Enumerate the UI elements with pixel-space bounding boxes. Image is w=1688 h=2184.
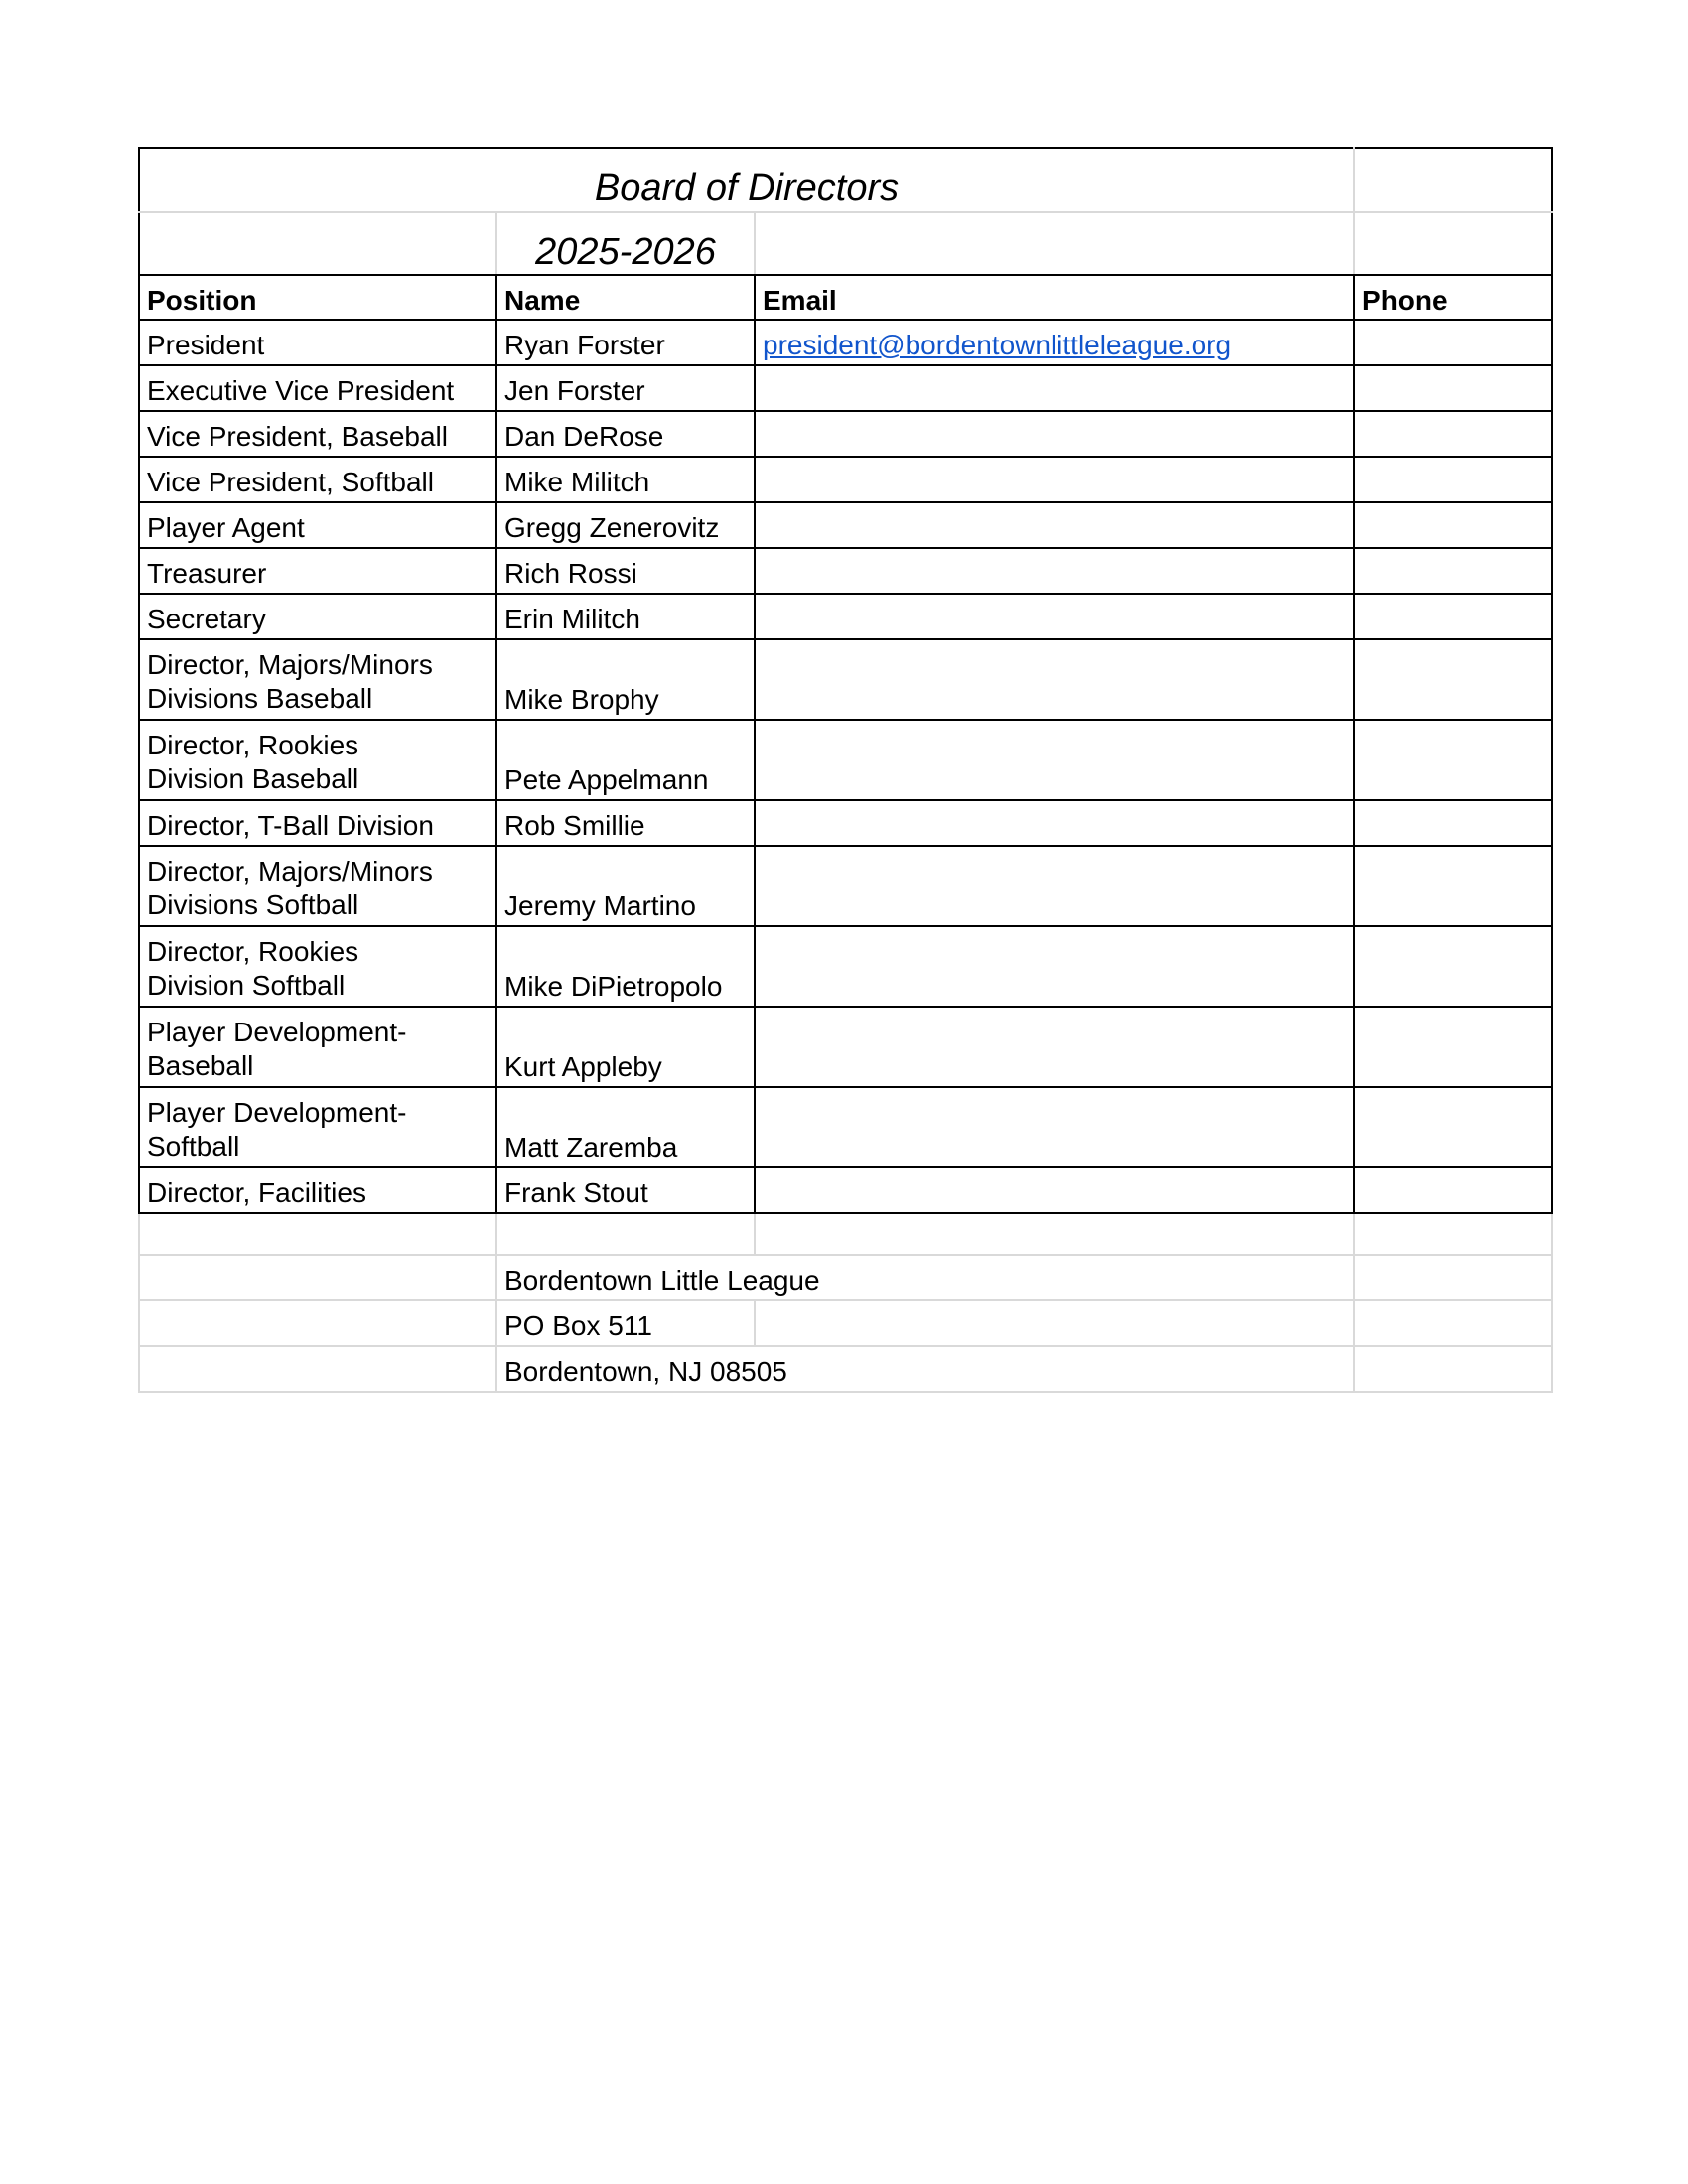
table-row — [139, 365, 1552, 411]
name-cell: Dan DeRose — [496, 411, 755, 457]
board-of-directors-sheet — [138, 147, 1551, 1393]
position-cell: Player Development- Softball — [139, 1087, 496, 1167]
email-cell — [755, 720, 1354, 800]
email-cell — [755, 502, 1354, 548]
table-row — [139, 800, 1552, 846]
name-cell: Mike Brophy — [496, 639, 755, 720]
position-cell: Vice President, Softball — [139, 457, 496, 502]
email-cell — [755, 1007, 1354, 1087]
empty-cell — [1354, 1300, 1552, 1346]
position-cell: Director, Rookies Division Softball — [139, 926, 496, 1007]
column-header-phone: Phone — [1354, 275, 1552, 320]
table-row — [139, 594, 1552, 639]
position-cell: Director, Majors/Minors Divisions Softball — [139, 846, 496, 926]
position-cell: Executive Vice President — [139, 365, 496, 411]
email-cell — [755, 320, 1354, 365]
position-cell: Director, T-Ball Division — [139, 800, 496, 846]
table-row — [139, 720, 1552, 800]
phone-cell — [1354, 1167, 1552, 1213]
phone-cell — [1354, 502, 1552, 548]
phone-cell — [1354, 457, 1552, 502]
name-cell: Matt Zaremba — [496, 1087, 755, 1167]
empty-cell — [496, 1213, 755, 1255]
address-row — [139, 1300, 1552, 1346]
title-row — [139, 148, 1552, 212]
table-row — [139, 926, 1552, 1007]
name-cell: Frank Stout — [496, 1167, 755, 1213]
table-row — [139, 411, 1552, 457]
empty-cell — [1354, 1255, 1552, 1300]
phone-cell — [1354, 320, 1552, 365]
table-row — [139, 548, 1552, 594]
season-row — [139, 212, 1552, 275]
table-row — [139, 1167, 1552, 1213]
phone-cell — [1354, 411, 1552, 457]
phone-cell — [1354, 594, 1552, 639]
phone-cell — [1354, 548, 1552, 594]
name-cell: Rich Rossi — [496, 548, 755, 594]
city-state-zip: Bordentown, NJ 08505 — [496, 1346, 1354, 1392]
header-row — [139, 275, 1552, 320]
address-row — [139, 1255, 1552, 1300]
phone-cell — [1354, 365, 1552, 411]
empty-cell — [1354, 212, 1552, 275]
table-row — [139, 457, 1552, 502]
position-cell: Treasurer — [139, 548, 496, 594]
position-cell: Player Agent — [139, 502, 496, 548]
empty-cell — [139, 1213, 496, 1255]
empty-cell — [755, 1213, 1354, 1255]
email-cell — [755, 926, 1354, 1007]
phone-cell — [1354, 926, 1552, 1007]
email-cell — [755, 800, 1354, 846]
column-header-email: Email — [755, 275, 1354, 320]
name-cell: Jeremy Martino — [496, 846, 755, 926]
empty-cell — [755, 1300, 1354, 1346]
document-title: Board of Directors — [139, 148, 1354, 212]
empty-cell — [1354, 148, 1552, 212]
name-cell: Gregg Zenerovitz — [496, 502, 755, 548]
position-cell: Vice President, Baseball — [139, 411, 496, 457]
position-cell: Director, Rookies Division Baseball — [139, 720, 496, 800]
table-row — [139, 320, 1552, 365]
phone-cell — [1354, 720, 1552, 800]
season-label: 2025-2026 — [496, 212, 755, 275]
table-row — [139, 639, 1552, 720]
name-cell: Ryan Forster — [496, 320, 755, 365]
empty-cell — [755, 212, 1354, 275]
directors-table — [138, 147, 1553, 1393]
empty-cell — [139, 212, 496, 275]
organization-name: Bordentown Little League — [496, 1255, 1354, 1300]
position-cell: Player Development- Baseball — [139, 1007, 496, 1087]
phone-cell — [1354, 846, 1552, 926]
name-cell: Mike DiPietropolo — [496, 926, 755, 1007]
name-cell: Jen Forster — [496, 365, 755, 411]
email-cell — [755, 548, 1354, 594]
empty-cell — [139, 1300, 496, 1346]
phone-cell — [1354, 639, 1552, 720]
po-box: PO Box 511 — [496, 1300, 755, 1346]
column-header-position: Position — [139, 275, 496, 320]
phone-cell — [1354, 1007, 1552, 1087]
email-cell — [755, 639, 1354, 720]
position-cell: Director, Facilities — [139, 1167, 496, 1213]
name-cell: Pete Appelmann — [496, 720, 755, 800]
position-cell: Director, Majors/Minors Divisions Baseball — [139, 639, 496, 720]
name-cell: Rob Smillie — [496, 800, 755, 846]
table-row — [139, 1007, 1552, 1087]
email-cell — [755, 1167, 1354, 1213]
name-cell: Kurt Appleby — [496, 1007, 755, 1087]
empty-cell — [1354, 1213, 1552, 1255]
footer-spacer-row — [139, 1213, 1552, 1255]
email-cell — [755, 846, 1354, 926]
email-cell — [755, 1087, 1354, 1167]
name-cell: Mike Militch — [496, 457, 755, 502]
address-row — [139, 1346, 1552, 1392]
name-cell: Erin Militch — [496, 594, 755, 639]
phone-cell — [1354, 800, 1552, 846]
table-row — [139, 502, 1552, 548]
email-cell — [755, 365, 1354, 411]
empty-cell — [1354, 1346, 1552, 1392]
table-row — [139, 846, 1552, 926]
email-cell — [755, 457, 1354, 502]
position-cell: President — [139, 320, 496, 365]
empty-cell — [139, 1346, 496, 1392]
column-header-name: Name — [496, 275, 755, 320]
table-row — [139, 1087, 1552, 1167]
phone-cell — [1354, 1087, 1552, 1167]
email-cell — [755, 411, 1354, 457]
empty-cell — [139, 1255, 496, 1300]
email-link[interactable]: president@bordentownlittleleague.org — [763, 330, 1232, 360]
email-cell — [755, 594, 1354, 639]
position-cell: Secretary — [139, 594, 496, 639]
